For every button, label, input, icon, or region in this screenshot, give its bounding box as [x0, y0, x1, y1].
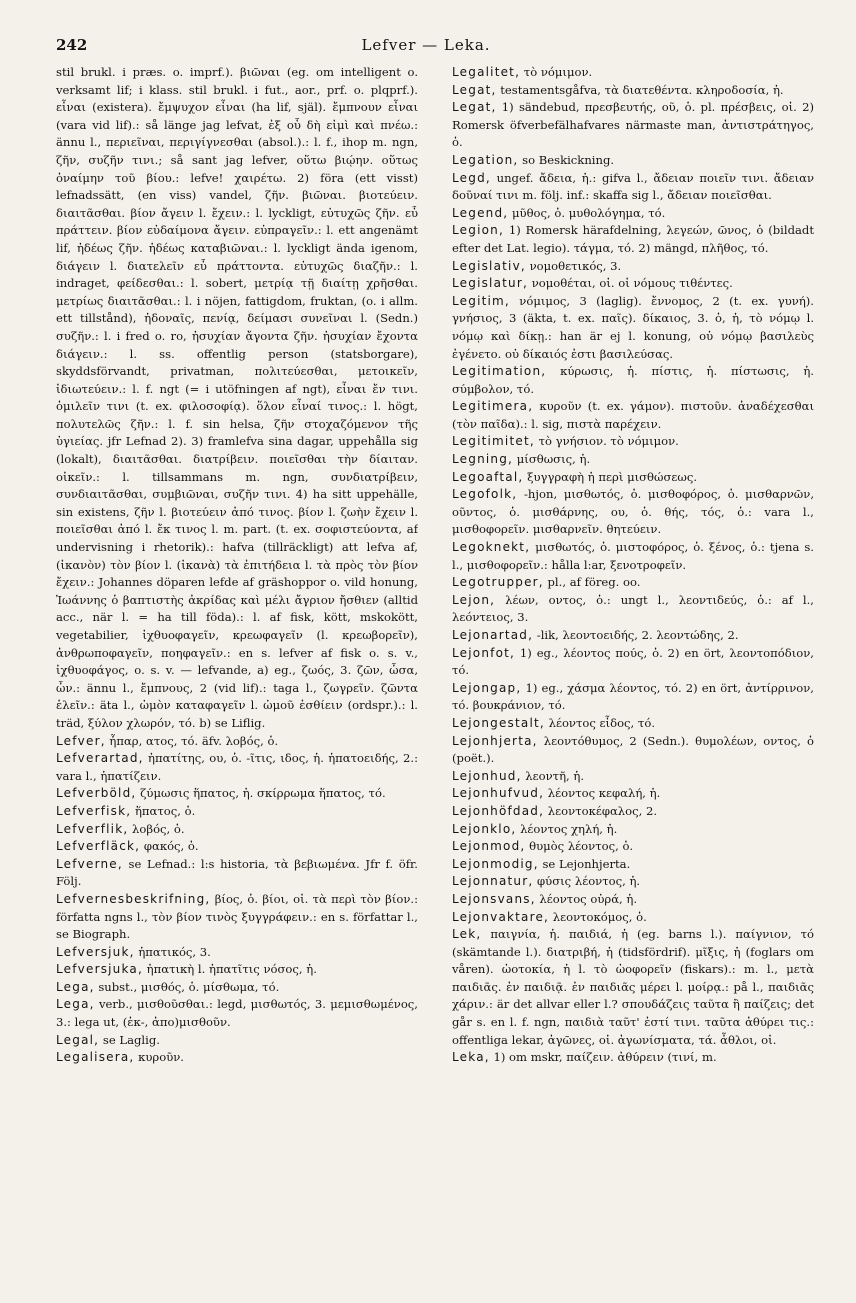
entry-headword: Lejonhöfdad, — [452, 803, 545, 818]
entry-headword: Lejonartad, — [452, 628, 534, 642]
entry-headword: Leka, — [452, 1050, 490, 1065]
entry-definition: ἥπατος, ὁ. — [131, 803, 196, 818]
entry-headword: Legation, — [452, 152, 519, 167]
entry-headword: Legend, — [452, 205, 509, 220]
entry-definition: λέων, οντος, ὁ.: ungt l., λεοντιδεύς, ὁ.: af l., λεόντειος, 3. — [452, 592, 814, 625]
entry-definition: μίσθωσις, ἡ. — [513, 452, 591, 467]
dictionary-entry — [56, 821, 418, 839]
dictionary-entry — [452, 152, 814, 170]
dictionary-entry — [452, 170, 814, 205]
dictionary-entry — [452, 680, 814, 715]
entry-headword: Lejongap, — [452, 680, 522, 695]
entry-definition: λοβός, ὁ. — [128, 821, 185, 836]
entry-headword: Legalisera, — [56, 1050, 135, 1065]
entry-headword: Legat, — [452, 82, 497, 97]
entry-headword: Legitimation, — [452, 364, 547, 379]
entry-definition: λεοντοκέφαλος, 2. — [544, 803, 658, 818]
entry-definition: so Beskickning. — [518, 152, 615, 167]
dictionary-entry — [452, 222, 814, 257]
dictionary-entry — [452, 856, 814, 874]
entry-definition: stil brukl. i præs. o. imprf.). βιῶναι (eg. om intelligent o. verksamt lif; i klass. stil brukl. i fut., aor., prf. o. plqprf.). εἶναι (existera). ἔμψυχον εἶναι (ha lif, själ). ἔμπνουν εἶναι (vara vid lif).: så länge jag lefvat, ἐξ οὗ δὴ εἰμὶ καὶ πνέω.: ännu l., περιεῖναι, περιγίγνεσθαι (absol.).: l. f., ihop m. ngn, ζῆν, συζῆν τινι.; så sant jag lefver, οὕτω βιῴην. οὕτως ὀναίμην τοῦ βίου.: lefve! χαιρέτω. 2) föra (ett visst) lefnadssätt, (en viss) vandel, ζῆν. βιῶναι. βιοτεύειν. διαιτᾶσθαι. βίον ἄγειν l. ἔχειν.: l. lyckligt, εὐτυχῶς ζῆν. εὖ πράττειν. βίον εὐδαίμονα ἄγειν. εὐπραγεῖν.: l. ett angenämt lif, ἡδέως ζῆν. ἡδέως καταβιῶναι.: l. lyckligt ända igenom, διάγειν l. διατελεῖν εὖ πράττοντα. εὐτυχῶς διαζῆν.: l. indraget, φείδεσθαι.: l. sobert, μετρίᾳ τῇ διαίτῃ χρῆσθαι. μετρίως διαιτᾶσθαι.: l. i nöjen, fattigdom, fruktan, (o. i allm. ett tillstånd), ἡδοναῖς, πενίᾳ, δείμασι συνεῖναι l. (Sedn.) συζῆν.: l. i fred o. ro, ἡσυχίαν ἄγοντα ζῆν. ἡσυχίαν ἔχοντα διάγειν.: l. ss. offentlig person (statsborgare), skyddsförvandt, privatman, πολιτεύεσθαι, μετοικεῖν, ἰδιωτεύειν.: l. f. ngt (= i utöfningen af ngt), εἶναι ἔν τινι. ὁμιλεῖν τινι (t. ex. φιλοσοφίᾳ). ὅλον εἶναί τινος.: l. högt, πολυτελῶς ζῆν.: l. f. sin helsa, ζῆν στοχαζόμενον τῆς ὑγιείας. jfr Lefnad 2). 3) framlefva sina dagar, uppehålla sig (lokalt), διαιτᾶσθαι. διατρίβειν. ποιεῖσθαι τὴν δίαιταν. οἰκεῖν.: l. tillsammans m. ngn, συνδιατρίβειν, συνδιαιτᾶσθαι, συμβιῶναι, συζῆν τινι. 4) ha sitt uppehälle, sin existens, ζῆν l. βιοτεύειν ἀπό τινος. βίον l. ζωὴν ἔχειν l. ποιεῖσθαι ἀπό l. ἔκ τινος l. m. part. (t. ex. σοφιστεύοντα, af undervisning i rhetorik).: hafva (tillräckligt) att lefva af, (ἱκανὸν) τὸν βίον l. (ἱκανὰ) τὰ ἐπιτήδεια l. τὰ πρὸς τὸν βίον ἔχειν.: Johannes döparen lefde af gräshoppor o. vild honung, Ἰωάννης ὁ βαπτιστὴς ἀκρίδας καὶ μέλι ἄγριον ἤσθιεν (alltid acc., när l. = ha till föda).: l. af fisk, kött, mskokött, vegetabilier, ἰχθυοφαγεῖν, κρεωφαγεῖν (l. κρεωβορεῖν), ἀνθρωποφαγεῖν, ποηφαγεῖν.: en s. lefver af fisk o. s. v., ἰχθυοφάγος, o. s. v. — lefvande, a) eg., ζωός, 3. ζῶν, ὦσα, ὦν.: ännu l., ἔμπνους, 2 (vid lif).: taga l., ζωγρεῖν. ζῶντα ἑλεῖν.: äta l., ὠμὸν καταφαγεῖν l. ὠμοῦ ἐσθίειν (ordspr.).: l. träd, ξύλον χλωρόν, τό. b) se Liflig. — [56, 65, 418, 730]
running-head: Lefver — Leka. — [361, 36, 491, 54]
entry-definition: τὸ γνήσιον. τὸ νόμιμον. — [534, 434, 679, 449]
entry-headword: Lejonmod, — [452, 839, 526, 854]
entry-headword: Legoknekt, — [452, 540, 531, 555]
entry-definition: ἡπατίτης, ου, ὁ. -ῖτις, ιδος, ἡ. ἡπατοειδής, 2.: vara l., ἡπατίζειν. — [56, 751, 418, 783]
dictionary-entry — [452, 293, 814, 363]
page-number: 242 — [56, 36, 88, 54]
dictionary-entry — [56, 996, 418, 1031]
dictionary-entry — [56, 1032, 418, 1050]
dictionary-entry — [452, 926, 814, 1049]
dictionary-entry — [452, 82, 814, 100]
entry-headword: Legislativ, — [452, 258, 526, 273]
entry-definition: -hjon, μισθωτός, ὁ. μισθοφόρος, ὁ. μισθαρνῶν, οῦντος, ὁ. μισθάρνης, ου, ὁ. θής, τός, ὁ.: vara l., μισθοφορεῖν. μισθαρνεῖν. θητεύειν. — [452, 487, 814, 537]
entry-definition: ξυγγραφὴ ἡ περὶ μισθώσεως. — [523, 469, 698, 484]
dictionary-entry — [452, 768, 814, 786]
dictionary-entry — [56, 961, 418, 979]
entry-headword: Lefverfisk, — [56, 803, 132, 818]
dictionary-entry — [452, 469, 814, 487]
dictionary-entry — [56, 1049, 418, 1067]
entry-definition: λεοντοκόμος, ὁ. — [549, 909, 647, 924]
entry-definition: φακός, ὁ. — [140, 839, 199, 854]
dictionary-entry — [452, 821, 814, 839]
dictionary-entry — [56, 891, 418, 944]
entry-definition: κυροῦν (t. ex. γάμον). πιστοῦν. ἀναδέχεσθαι (τὸν παῖδα).: l. sig, πιστὰ παρέχειν. — [452, 399, 814, 431]
dictionary-entry — [452, 205, 814, 223]
dictionary-entry — [452, 891, 814, 909]
entry-headword: Lejon, — [452, 592, 496, 607]
entry-headword: Legion, — [452, 223, 504, 238]
entry-definition: 1) eg., λέοντος πούς, ὁ. 2) en ört, λεοντοπόδιον, τό. — [452, 645, 814, 678]
entry-definition: ζύμωσις ἥπατος, ἡ. σκίρρωμα ἥπατος, τό. — [136, 786, 386, 801]
entry-headword: Lefvernesbeskrifning, — [56, 891, 211, 906]
entry-definition: 1) sändebud, πρεσβευτής, οῦ, ὁ. pl. πρέσβεις, οἱ. 2) Romersk öfverbefälhafvares närmaste man, ἀντιστράτηγος, ὁ. — [452, 100, 814, 150]
entry-definition: μῦθος, ὁ. μυθολόγημα, τό. — [508, 205, 666, 220]
entry-headword: Lefverflik, — [56, 821, 129, 836]
dictionary-entry — [56, 733, 418, 751]
entry-headword: Lefver, — [56, 733, 106, 748]
dictionary-entry — [452, 451, 814, 469]
entry-definition: ἧπαρ, ατος, τό. äfv. λοβός, ὁ. — [105, 733, 279, 748]
entry-definition: ungef. ἄδεια, ἡ.: gifva l., ἄδειαν ποιεῖν τινι. ἄδειαν δοῦναί τινι m. följ. inf.: skaffa sig l., ἄδειαν ποιεῖσθαι. — [452, 170, 814, 203]
entry-definition: 1) Romersk härafdelning, λεγεών, ῶνος, ὁ (bildadt efter det Lat. legio). τάγμα, τό. 2) mängd, πλῆθος, τό. — [452, 223, 814, 255]
entry-headword: Legalitet, — [452, 65, 521, 79]
entry-headword: Lega, — [56, 997, 95, 1012]
entry-headword: Lejonnatur, — [452, 874, 534, 889]
dictionary-entry — [452, 1049, 814, 1067]
entry-headword: Lejonvaktare, — [452, 909, 550, 924]
entry-definition: λέοντος κεφαλή, ἡ. — [544, 786, 661, 801]
entry-definition: λέοντος χηλή, ἡ. — [516, 821, 618, 836]
entry-headword: Lejonklo, — [452, 821, 517, 836]
entry-definition: κυροῦν. — [134, 1050, 184, 1065]
left-column — [56, 64, 418, 1289]
entry-definition: λεοντόθυμος, 2 (Sedn.). θυμολέων, οντος, ὁ (poët.). — [452, 733, 814, 766]
entry-headword: Legitimitet, — [452, 434, 535, 449]
entry-headword: Legitimera, — [452, 399, 534, 414]
dictionary-entry — [56, 838, 418, 856]
dictionary-entry — [56, 803, 418, 821]
entry-definition: βίος, ὁ. βίοι, οἱ. τὰ περὶ τὸν βίον.: författa ngns l., τὸν βίον τινὸς ξυγγράφειν.: en s. författar l., se Biograph. — [56, 891, 418, 942]
entry-headword: Legat, — [452, 100, 497, 115]
entry-headword: Legd, — [452, 170, 491, 185]
dictionary-entry — [452, 592, 814, 627]
dictionary-entry — [452, 574, 814, 592]
entry-headword: Legitim, — [452, 293, 510, 308]
entry-headword: Lega, — [56, 979, 95, 994]
entry-headword: Lefverfläck, — [56, 839, 141, 854]
entry-headword: Lek, — [452, 927, 482, 942]
entry-headword: Legning, — [452, 452, 514, 467]
dictionary-entry — [452, 99, 814, 152]
dictionary-entry — [452, 715, 814, 733]
entry-definition: μισθωτός, ὁ. μιστοφόρος, ὁ. ξένος, ὁ.: tjena s. l., μισθοφορεῖν.: hålla l:ar, ξενοτροφεῖν. — [452, 540, 814, 572]
entry-definition: λέοντος οὐρά, ἡ. — [535, 891, 638, 906]
dictionary-entry — [452, 64, 814, 82]
entry-headword: Legoaftal, — [452, 469, 524, 484]
entry-headword: Lefverne, — [56, 856, 123, 871]
dictionary-entry — [452, 486, 814, 539]
entry-definition: verb., μισθοῦσθαι.: legd, μισθωτός, 3. μεμισθωμένος, 3.: lega ut, (ἐκ-, ἀπο)μισθοῦν. — [56, 997, 418, 1030]
entry-definition: φύσις λέοντος, ἡ. — [533, 874, 641, 889]
entry-definition: testamentsgåfva, τὰ διατεθέντα. κληροδοσία, ἡ. — [496, 82, 784, 97]
entry-definition: λεοντῆ, ἡ. — [521, 768, 585, 783]
dictionary-entry — [452, 627, 814, 645]
entry-definition: ἡπατικός, 3. — [134, 944, 211, 959]
entry-headword: Legotrupper, — [452, 575, 544, 590]
entry-headword: Lejonhufvud, — [452, 786, 545, 801]
entry-definition: νομοθετικός, 3. — [525, 258, 622, 273]
entry-definition: λέοντος εἶδος, τό. — [544, 715, 656, 730]
entry-headword: Lefverartad, — [56, 751, 144, 766]
entry-headword: Legislatur, — [452, 276, 529, 291]
entry-definition: κύρωσις, ἡ. πίστις, ἡ. πίστωσις, ἡ. σύμβολον, τό. — [452, 364, 814, 396]
dictionary-entry — [56, 750, 418, 785]
right-column — [452, 64, 814, 1289]
dictionary-entry — [452, 363, 814, 398]
entry-headword: Lejonhud, — [452, 768, 522, 783]
dictionary-entry — [452, 258, 814, 276]
entry-headword: Lefversjuk, — [56, 944, 135, 959]
dictionary-entry — [56, 64, 418, 733]
entry-headword: Lejonhjerta, — [452, 733, 538, 748]
entry-headword: Lejonfot, — [452, 645, 516, 660]
entry-definition: θυμὸς λέοντος, ὁ. — [525, 839, 634, 854]
entry-definition: se Lejonhjerta. — [538, 856, 631, 871]
entry-definition: νομοθέται, οἱ. οἱ νόμους τιθέντες. — [528, 276, 733, 291]
entry-headword: Lejonmodig, — [452, 856, 539, 871]
entry-headword: Lefverböld, — [56, 786, 137, 801]
entry-definition: 1) eg., χάσμα λέοντος, τό. 2) en ört, ἀντίρρινον, τό. βουκράνιον, τό. — [452, 680, 814, 713]
dictionary-entry — [452, 275, 814, 293]
dictionary-entry — [452, 433, 814, 451]
dictionary-entry — [452, 539, 814, 574]
dictionary-entry — [452, 785, 814, 803]
dictionary-entry — [452, 803, 814, 821]
dictionary-entry — [452, 733, 814, 768]
entry-definition: se Lefnad.: l:s historia, τὰ βεβιωμένα. Jfr f. öfr. Följ. — [56, 856, 418, 889]
entry-headword: Legal, — [56, 1032, 100, 1047]
dictionary-entry — [56, 944, 418, 962]
dictionary-entry — [452, 873, 814, 891]
dictionary-entry — [56, 856, 418, 891]
entry-headword: Lejonsvans, — [452, 891, 536, 906]
entry-definition: -lik, λεοντοειδής, 2. λεοντώδης, 2. — [533, 628, 739, 642]
entry-definition: pl., af föreg. oo. — [543, 575, 641, 590]
entry-headword: Legofolk, — [452, 487, 518, 502]
entry-definition: se Laglig. — [99, 1032, 160, 1047]
dictionary-entry — [56, 979, 418, 997]
dictionary-entry — [452, 909, 814, 927]
entry-headword: Lefversjuka, — [56, 962, 143, 977]
dictionary-entry — [452, 645, 814, 680]
dictionary-entry — [452, 838, 814, 856]
entry-definition: νόμιμος, 3 (laglig). ἔννομος, 2 (t. ex. γυνή). γνήσιος, 3 (äkta, t. ex. παῖς). δίκαιος, 3. ὁ, ἡ, τὸ νόμῳ l. νόμῳ καὶ δίκῃ.: han är ej l. konung, οὐ νόμῳ βασιλεὺς ἐγένετο. οὐ δίκαιός ἐστι βασιλεύσας. — [452, 293, 814, 361]
entry-definition: ἡπατικὴ l. ἡπατῖτις νόσος, ἡ. — [143, 962, 317, 977]
entry-definition: subst., μισθός, ὁ. μίσθωμα, τό. — [94, 979, 280, 994]
entry-definition: τὸ νόμιμον. — [520, 65, 593, 79]
entry-headword: Lejongestalt, — [452, 715, 545, 730]
entry-definition: παιγνία, ἡ. παιδιά, ἡ (eg. barns l.). παίγνιον, τό (skämtande l.). διατριβή, ἡ (tidsfördrif). μῖξις, ἡ (foglars om våren). ὠοτοκία, ἡ l. τὸ ὠοφορεῖν (fiskars).: m. l., μετὰ παιδιᾶς. ἐν παιδιᾷ. ἐν παιδιᾶς μέρει l. μοίρᾳ.: på l., παιδιᾶς χάριν.: är det allvar eller l.? σπουδάζεις ταῦτα ἢ παίζεις; det går s. en l. f. ngn, παιδιὰ ταῦτ' ἐστί τινι. ταῦτα ἀθύρει τις.: offentliga lekar, ἀγῶνες, οἱ. ἀγωνίσματα, τά. ἆθλοι, οἱ. — [452, 927, 814, 1047]
page-header — [56, 36, 796, 58]
dictionary-entry — [452, 398, 814, 433]
entry-definition: 1) om mskr, παίζειν. ἀθύρειν (τινί, m. — [489, 1050, 717, 1065]
dictionary-entry — [56, 785, 418, 803]
